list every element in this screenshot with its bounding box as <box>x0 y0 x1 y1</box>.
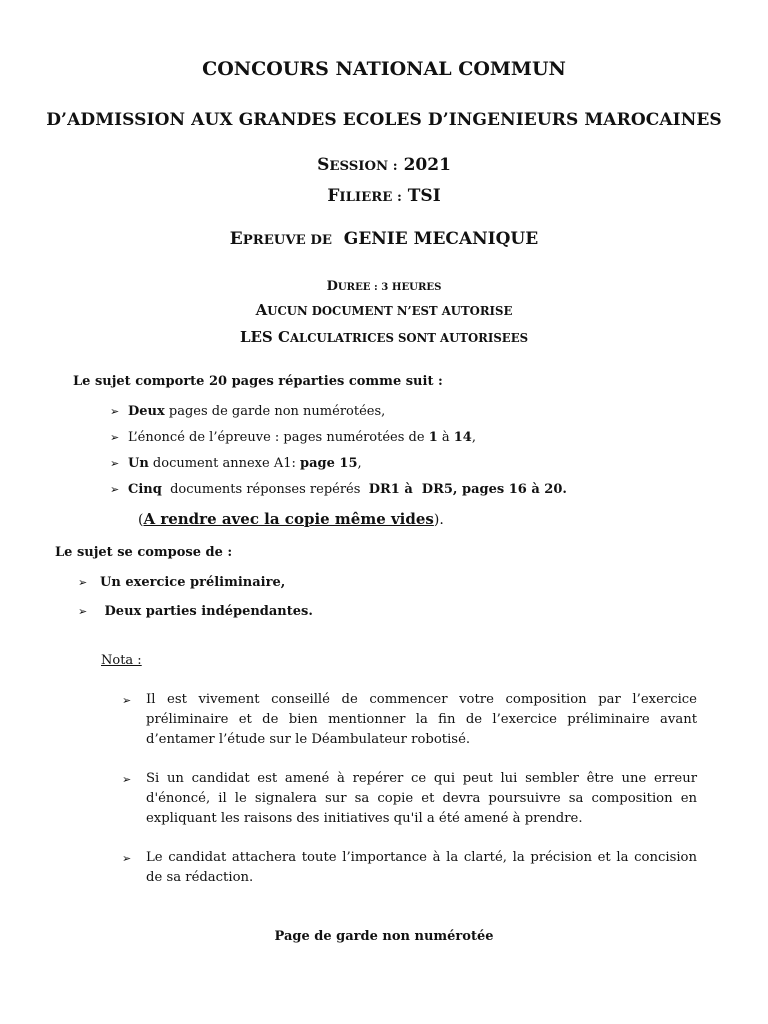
pages-intro: Le sujet comporte 20 pages réparties comme suit : <box>73 374 443 389</box>
duree-initial: D <box>326 279 338 294</box>
session-line <box>0 155 768 175</box>
duree-text: UREE : 3 HEURES <box>337 281 442 293</box>
documents-text: UCUN DOCUMENT N’EST AUTORISE <box>267 304 513 318</box>
epreuve-initial: E <box>229 229 243 249</box>
arrow-bullet-icon: ➢ <box>110 483 120 496</box>
list-item: ➢ Un document annexe A1: page 15, <box>110 456 362 471</box>
list-item: ➢ Deux pages de garde non numérotées, <box>110 404 386 419</box>
exam-title: CONCOURS NATIONAL COMMUN <box>202 58 566 80</box>
filiere-line <box>0 186 768 206</box>
composition-title: Le sujet se compose de : <box>55 545 233 560</box>
list-item: ➢ Un exercice préliminaire, <box>78 575 286 590</box>
exam-subtitle: D’ADMISSION AUX GRANDES ECOLES D’INGENIEURS MAROCAINES <box>46 110 722 130</box>
filiere-label: ILIERE : <box>339 190 402 205</box>
nota-label: Nota : <box>101 653 142 668</box>
session-year: 2021 <box>403 155 451 175</box>
arrow-bullet-icon: ➢ <box>122 694 132 707</box>
filiere-initial: F <box>327 186 340 206</box>
filiere-value: TSI <box>407 186 441 206</box>
nota-item: ➢ Il est vivement conseillé de commencer votre composition par l’exercice préliminaire et de bien mentionner la fin de l’exercice préliminaire avant d’entamer l’étude sur le Déambulateur robotisé. <box>122 692 697 747</box>
page-footer: Page de garde non numérotée <box>274 929 494 944</box>
arrow-bullet-icon: ➢ <box>78 576 88 589</box>
nota-item: ➢ Le candidat attachera toute l’importance à la clarté, la précision et la concision de sa rédaction. <box>122 850 697 885</box>
arrow-bullet-icon: ➢ <box>122 773 132 786</box>
documents-initial: A <box>255 301 268 319</box>
arrow-bullet-icon: ➢ <box>110 431 120 444</box>
arrow-bullet-icon: ➢ <box>78 605 88 618</box>
calculators-line <box>0 328 768 346</box>
duree-line <box>0 279 768 294</box>
session-label: ESSION : <box>329 159 398 174</box>
epreuve-value: GENIE MECANIQUE <box>343 229 539 249</box>
arrow-bullet-icon: ➢ <box>110 405 120 418</box>
return-instruction: (A rendre avec la copie même vides). <box>138 510 444 528</box>
calculators-les: LES <box>239 328 273 346</box>
arrow-bullet-icon: ➢ <box>110 457 120 470</box>
calculators-initial: C <box>277 328 290 346</box>
documents-line <box>0 301 768 319</box>
list-item: ➢ Deux parties indépendantes. <box>78 604 313 619</box>
nota-item: ➢ Si un candidat est amené à repérer ce qui peut lui sembler être une erreur d'énoncé, il le signalera sur sa copie et devra poursuivre sa composition en expliquant les raisons des initiatives qu'il a été amené à prendre. <box>122 771 697 826</box>
list-item: ➢ Cinq documents réponses repérés DR1 à DR5, pages 16 à 20. <box>110 482 567 497</box>
epreuve-line <box>0 229 768 249</box>
return-instruction-text: A rendre avec la copie même vides <box>143 510 434 528</box>
calculators-text: ALCULATRICES SONT AUTORISEES <box>289 331 529 345</box>
session-initial: S <box>317 155 330 175</box>
list-item: ➢ L’énoncé de l’épreuve : pages numérotées de 1 à 14, <box>110 430 476 445</box>
arrow-bullet-icon: ➢ <box>122 852 132 865</box>
epreuve-label: PREUVE DE <box>242 233 332 248</box>
